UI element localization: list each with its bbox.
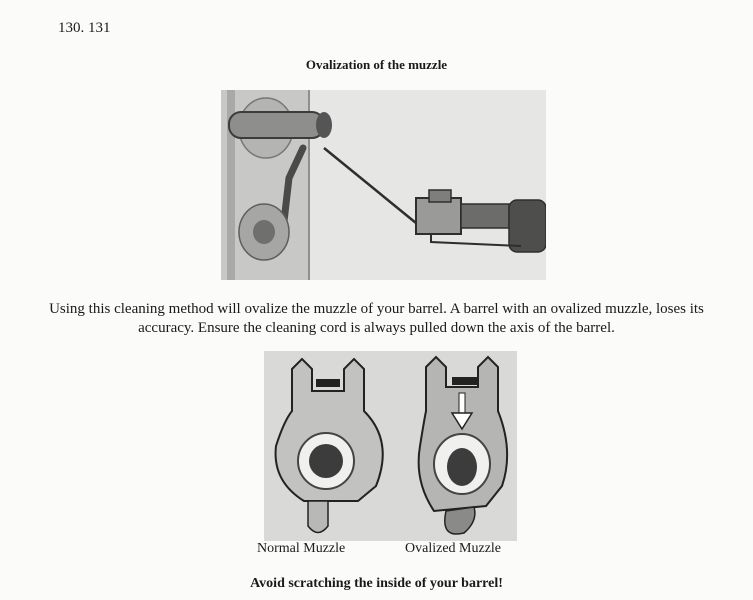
- ovalized-muzzle-caption: Ovalized Muzzle: [405, 541, 502, 556]
- cleaning-method-photo: [221, 90, 546, 280]
- section-title: Ovalization of the muzzle: [305, 57, 448, 72]
- footer-warning: Avoid scratching the inside of your barrel!: [250, 576, 503, 591]
- normal-muzzle-caption: Normal Muzzle: [257, 541, 346, 556]
- description-text: Using this cleaning method will ovalize the muzzle of your barrel. A barrel with an ovalized muzzle, loses its accuracy. Ensure the cleaning cord is always pulled down the axis of the barrel.: [49, 301, 704, 336]
- muzzle-comparison-photo: [264, 351, 517, 541]
- page-number: 130. 131: [58, 20, 111, 36]
